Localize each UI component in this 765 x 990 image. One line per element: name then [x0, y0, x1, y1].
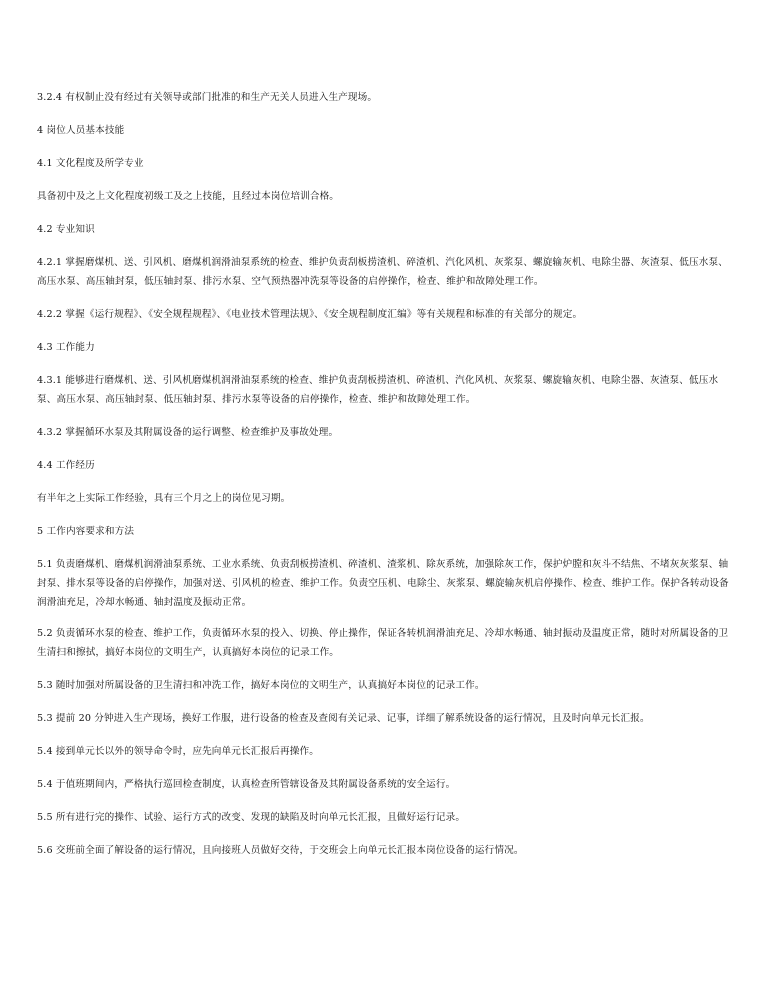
paragraph-3-2-4: 3.2.4 有权制止没有经过有关领导或部门批准的和生产无关人员进入生产现场。	[37, 92, 378, 103]
paragraph-4-2-2: 4.2.2 掌握《运行规程》、《安全规程规程》、《电业技术管理法规》、《安全规程制度汇编》等有关规程和标准的有关部分的规定。	[37, 309, 583, 320]
paragraph-5-4-a: 5.4 接到单元长以外的领导命令时，应先向单元长汇报后再操作。	[37, 746, 319, 757]
paragraph-5-4-b: 5.4 于值班期间内，严格执行巡回检查制度，认真检查所管辖设备及其附属设备系统的安全运行。	[37, 779, 456, 790]
paragraph-5-6: 5.6 交班前全面了解设备的运行情况，且向接班人员做好交待，于交班会上向单元长汇报本岗位设备的运行情况。	[37, 845, 524, 856]
paragraph-4-3-2: 4.3.2 掌握循环水泵及其附属设备的运行调整、检查维护及事故处理。	[37, 427, 339, 438]
paragraph-5-5: 5.5 所有进行完的操作、试验、运行方式的改变、发现的缺陷及时向单元长汇报，且做好运行记录。	[37, 812, 466, 823]
heading-4-1: 4.1 文化程度及所学专业	[37, 158, 144, 169]
paragraph-4-3-1: 4.3.1 能够进行磨煤机、送、引风机磨煤机润滑油泵系统的检查、维护负责刮板捞渣机、碎渣机、汽化风机、灰浆泵、螺旋输灰机、电除尘器、灰渣泵、低压水泵、高压水泵、高压轴封泵、低压轴封泵、排污水泵等设备的启停操作，检查、维护和故障处理工作。	[37, 375, 719, 405]
heading-4-2: 4.2 专业知识	[37, 224, 95, 235]
paragraph-5-3-a: 5.3 随时加强对所属设备的卫生清扫和冲洗工作，搞好本岗位的文明生产，认真搞好本岗位的记录工作。	[37, 680, 485, 691]
heading-4-4: 4.4 工作经历	[37, 460, 95, 471]
paragraph-4-2-1: 4.2.1 掌握磨煤机、送、引风机、磨煤机润滑油泵系统的检查、维护负责刮板捞渣机、碎渣机、汽化风机、灰浆泵、螺旋输灰机、电除尘器、灰渣泵、低压水泵、高压水泵、高压轴封泵，低压轴封泵、排污水泵、空气预热器冲洗泵等设备的启停操作，检查、维护和故障处理工作。	[37, 257, 728, 287]
paragraph-5-2: 5.2 负责循环水泵的检查、维护工作，负责循环水泵的投入、切换、停止操作，保证各转机润滑油充足、冷却水畅通、轴封振动及温度正常，随时对所属设备的卫生清扫和擦拭，搞好本岗位的文明生产，认真搞好本岗位的记录工作。	[37, 628, 729, 658]
heading-section-5: 5 工作内容要求和方法	[37, 526, 135, 537]
paragraph-4-4-body: 有半年之上实际工作经验，具有三个月之上的岗位见习期。	[37, 493, 291, 504]
heading-section-4: 4 岗位人员基本技能	[37, 125, 125, 136]
heading-4-3: 4.3 工作能力	[37, 342, 95, 353]
paragraph-5-3-b: 5.3 提前 20 分钟进入生产现场，换好工作服，进行设备的检查及查阅有关记录、记事，详细了解系统设备的运行情况，且及时向单元长汇报。	[37, 713, 650, 724]
paragraph-4-1-body: 具备初中及之上文化程度初级工及之上技能，且经过本岗位培训合格。	[37, 191, 340, 202]
paragraph-5-1: 5.1 负责磨煤机、磨煤机润滑油泵系统、工业水系统、负责刮板捞渣机、碎渣机、渣浆机、除灰系统，加强除灰工作，保护炉膛和灰斗不结焦、不堵灰灰浆泵、轴封泵、排水泵等设备的启停操作，加强对送、引风机的检查、维护工作。负责空压机、电除尘、灰浆泵、螺旋输灰机启停操作、检查、维护工作。保护各转动设备润滑油充足，冷却水畅通、轴封温度及振动正常。	[37, 559, 729, 608]
